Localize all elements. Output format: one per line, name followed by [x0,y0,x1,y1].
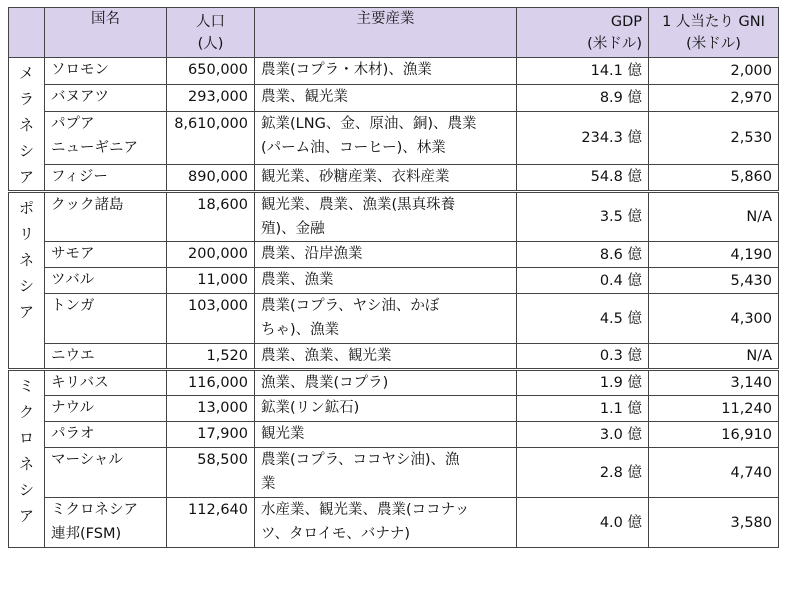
gni-cell: 3,580 [649,498,779,548]
gdp-cell: 14.1 億 [517,58,649,85]
industry-cell: 観光業、農業、漁業(黒真珠養 殖)、金融 [255,192,517,242]
gdp-cell: 54.8 億 [517,164,649,191]
header-population [167,8,255,58]
gni-cell: 3,140 [649,370,779,396]
population-cell: 890,000 [167,164,255,191]
gni-cell: 5,430 [649,268,779,294]
industry-cell: 観光業 [255,422,517,448]
gdp-cell: 4.5 億 [517,294,649,344]
table-row [9,498,779,548]
population-cell: 18,600 [167,192,255,242]
table-row [9,370,779,396]
gdp-cell: 1.9 億 [517,370,649,396]
header-gdp-label: GDP (米ドル) [587,13,642,52]
gni-cell: N/A [649,344,779,370]
header-population-label: 人口 (人) [196,13,225,52]
gdp-cell: 234.3 億 [517,112,649,164]
pacific-islands-table [8,7,779,548]
country-name: マーシャル [45,448,167,498]
population-cell: 13,000 [167,396,255,422]
table-row [9,242,779,268]
table-row [9,112,779,164]
table-row [9,294,779,344]
gni-cell: 4,740 [649,448,779,498]
country-name: サモア [45,242,167,268]
country-name: クック諸島 [45,192,167,242]
header-gni-label: 1 人当たり GNI (米ドル) [662,13,765,52]
population-cell: 112,640 [167,498,255,548]
country-name: フィジー [45,164,167,191]
gdp-cell: 8.9 億 [517,85,649,112]
industry-cell: 鉱業(LNG、金、原油、銅)、農業 (パーム油、コーヒー)、林業 [255,112,517,164]
gdp-cell: 3.0 億 [517,422,649,448]
industry-cell: 農業、観光業 [255,85,517,112]
population-cell: 58,500 [167,448,255,498]
table-row [9,448,779,498]
country-name: バヌアツ [45,85,167,112]
gdp-cell: 1.1 億 [517,396,649,422]
industry-cell: 農業(コプラ、ココヤシ油)、漁 業 [255,448,517,498]
region-label: ポ リ ネ シ ア [9,192,45,370]
country-name: ミクロネシア 連邦(FSM) [45,498,167,548]
header-industry: 主要産業 [255,8,517,58]
gni-cell: 2,000 [649,58,779,85]
table-body [9,58,779,548]
country-name: ナウル [45,396,167,422]
gni-cell: 11,240 [649,396,779,422]
population-cell: 293,000 [167,85,255,112]
gni-cell: 2,970 [649,85,779,112]
table-row [9,422,779,448]
population-cell: 1,520 [167,344,255,370]
industry-cell: 鉱業(リン鉱石) [255,396,517,422]
population-cell: 8,610,000 [167,112,255,164]
header-region [9,8,45,58]
industry-cell: 水産業、観光業、農業(ココナッ ツ、タロイモ、バナナ) [255,498,517,548]
gdp-cell: 0.3 億 [517,344,649,370]
country-name: パラオ [45,422,167,448]
population-cell: 116,000 [167,370,255,396]
population-cell: 17,900 [167,422,255,448]
gni-cell: 2,530 [649,112,779,164]
region-label: ミ ク ロ ネ シ ア [9,370,45,548]
country-name: キリバス [45,370,167,396]
population-cell: 650,000 [167,58,255,85]
table-row [9,268,779,294]
industry-cell: 農業、漁業、観光業 [255,344,517,370]
gdp-cell: 3.5 億 [517,192,649,242]
region-label: メ ラ ネ シ ア [9,58,45,192]
country-name: トンガ [45,294,167,344]
table-row [9,344,779,370]
table-row [9,396,779,422]
industry-cell: 農業、漁業 [255,268,517,294]
header-name: 国名 [45,8,167,58]
industry-cell: 観光業、砂糖産業、衣料産業 [255,164,517,191]
table-row [9,192,779,242]
gdp-cell: 8.6 億 [517,242,649,268]
table-row [9,85,779,112]
industry-cell: 農業、沿岸漁業 [255,242,517,268]
gni-cell: 5,860 [649,164,779,191]
header-gni [649,8,779,58]
country-name: ソロモン [45,58,167,85]
table-row [9,58,779,85]
country-name: ツバル [45,268,167,294]
country-name: ニウエ [45,344,167,370]
header-row [9,8,779,58]
table-row [9,164,779,191]
country-name: パプア ニューギニア [45,112,167,164]
population-cell: 103,000 [167,294,255,344]
industry-cell: 農業(コプラ・木材)、漁業 [255,58,517,85]
gdp-cell: 4.0 億 [517,498,649,548]
gni-cell: N/A [649,192,779,242]
industry-cell: 農業(コプラ、ヤシ油、かぼ ちゃ)、漁業 [255,294,517,344]
gdp-cell: 2.8 億 [517,448,649,498]
industry-cell: 漁業、農業(コプラ) [255,370,517,396]
gni-cell: 16,910 [649,422,779,448]
gdp-cell: 0.4 億 [517,268,649,294]
population-cell: 200,000 [167,242,255,268]
population-cell: 11,000 [167,268,255,294]
gni-cell: 4,300 [649,294,779,344]
gni-cell: 4,190 [649,242,779,268]
header-gdp [517,8,649,58]
